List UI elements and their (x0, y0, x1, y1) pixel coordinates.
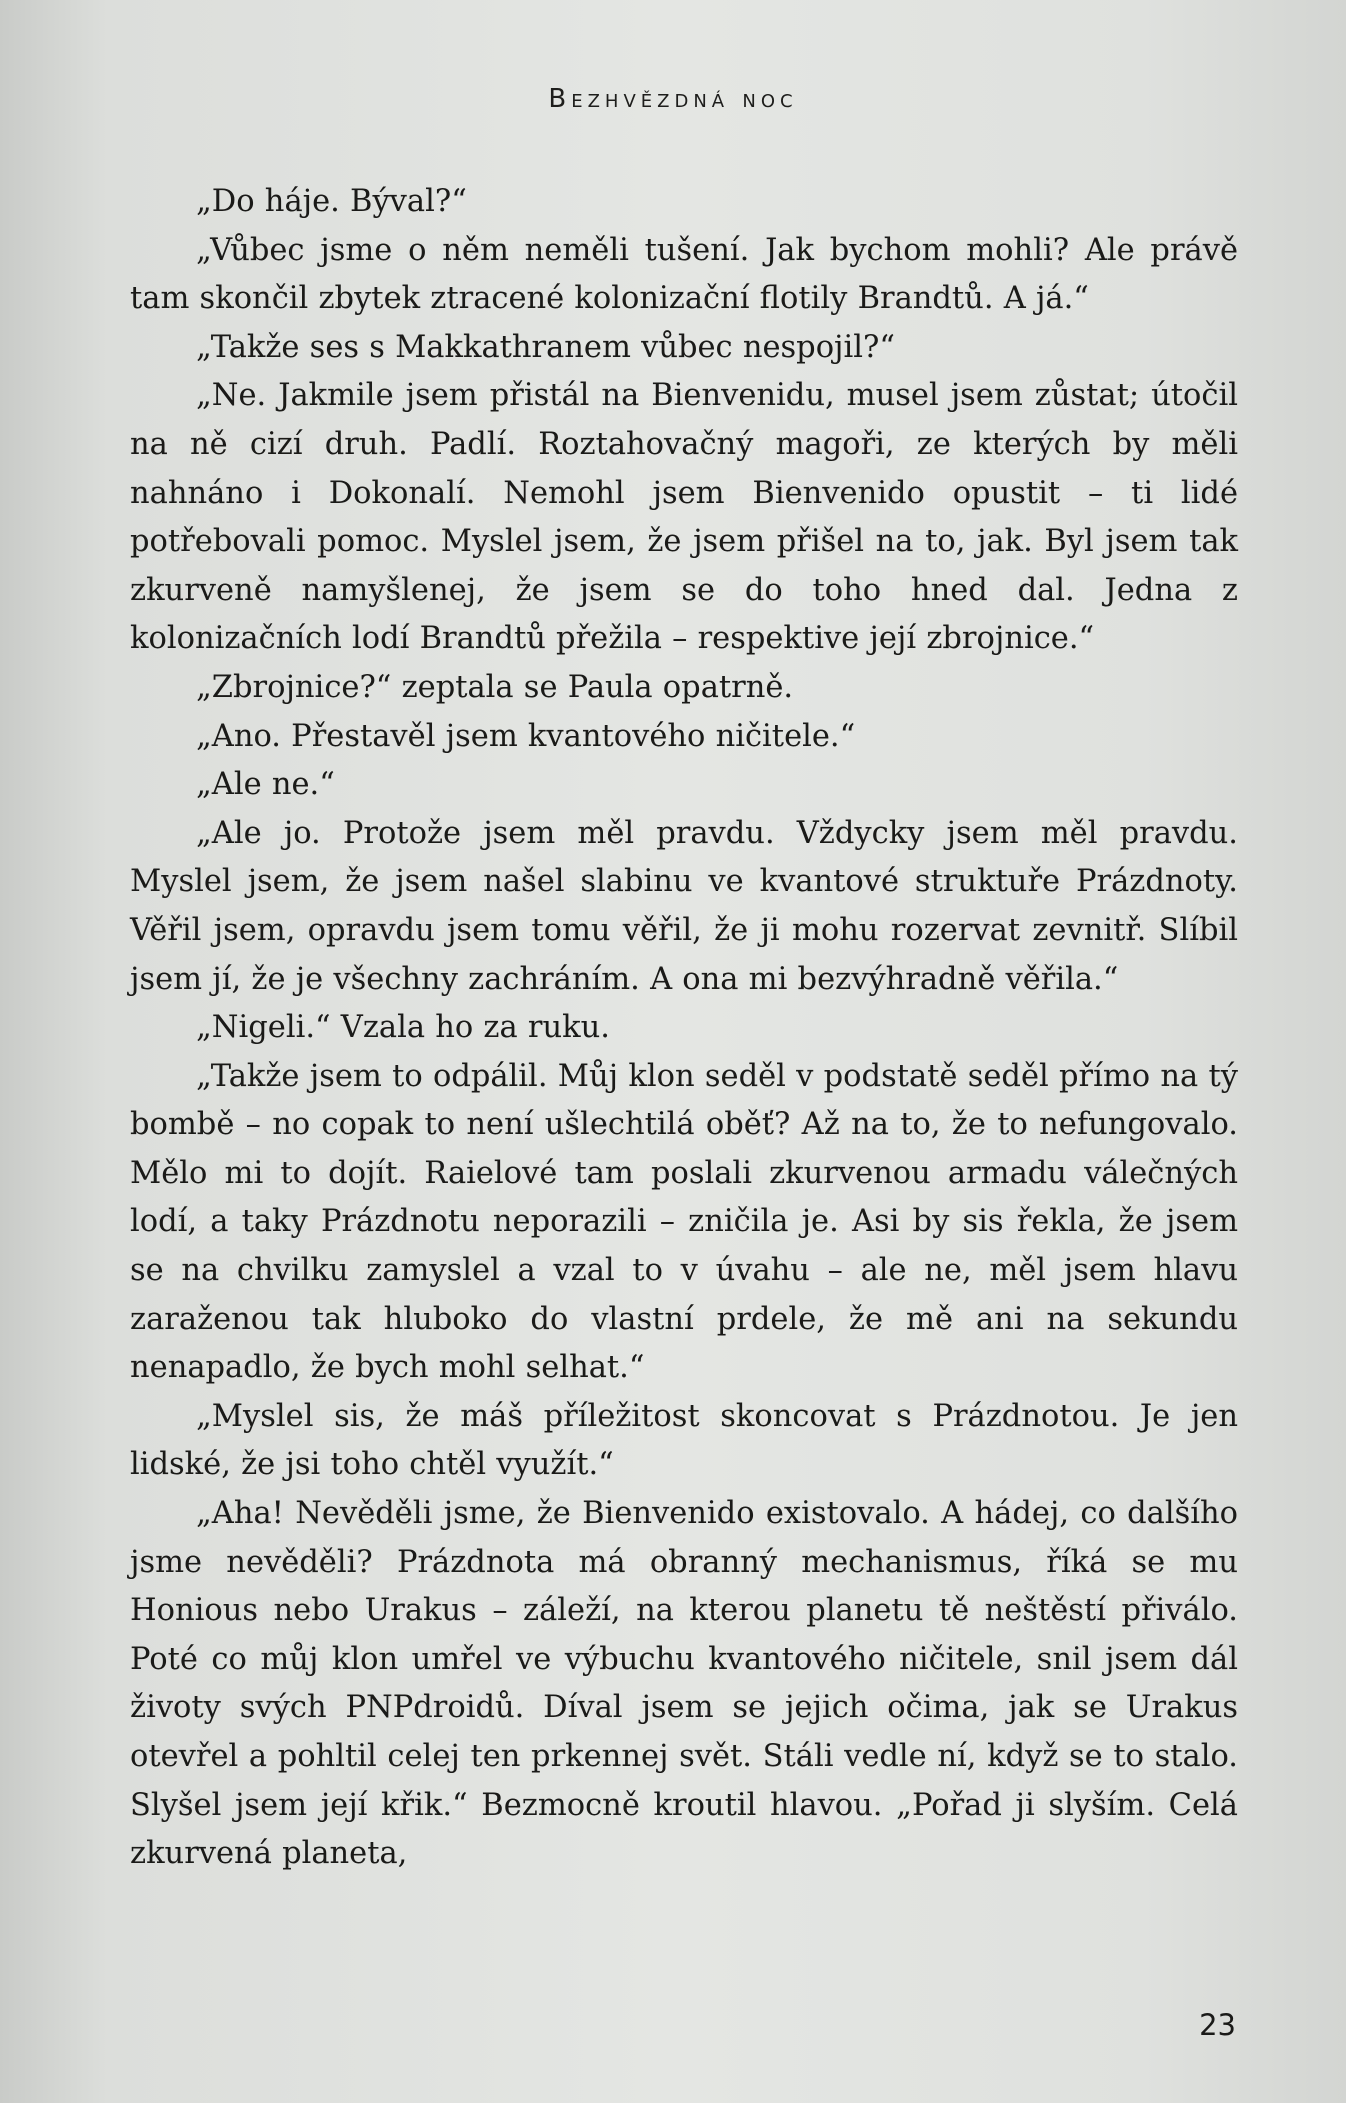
paragraph: „Aha! Nevěděli jsme, že Bienvenido existovalo. A hádej, co dalšího jsme nevěděli? Prázdnota má obranný mechanismus, říká se mu Honious nebo Urakus – záleží, na kterou planetu tě neštěstí přiválo. Poté co můj klon umřel ve výbuchu kvantového ničitele, snil jsem dál životy svých PNPdroidů. Díval jsem se jejich očima, jak se Urakus otevřel a pohltil celej ten prkennej svět. Stáli vedle ní, když se to stalo. Slyšel jsem její křik.“ Bezmocně kroutil hlavou. „Pořad ji slyším. Celá zkurvená planeta, (130, 1496, 1238, 1872)
page-number: 23 (1199, 2008, 1236, 2042)
paragraph: „Zbrojnice?“ zeptala se Paula opatrně. (196, 669, 794, 705)
paragraph: „Nigeli.“ Vzala ho za ruku. (196, 1010, 610, 1046)
paragraph: „Do háje. Býval?“ (196, 184, 467, 219)
paragraph: „Takže jsem to odpálil. Můj klon seděl v podstatě seděl přímo na tý bombě – no copak to není ušlechtilá oběť? Až na to, že to nefungovalo. Mělo mi to dojít. Raielové tam poslali zkurvenou armadu válečných lodí, a taky Prázdnotu neporazili – zničila je. Asi by sis řekla, že jsem se na chvilku zamyslel a vzal to v úvahu – ale ne, měl jsem hlavu zaraženou tak hluboko do vlastní prdele, že mě ani na sekundu nenapadlo, že bych mohl selhat.“ (130, 1058, 1238, 1386)
paragraph: „Takže ses s Makkathranem vůbec nespojil?“ (196, 329, 895, 365)
running-head-title: Bezhvězdná noc (548, 84, 798, 114)
paragraph: „Ale ne.“ (196, 767, 335, 803)
paragraph: „Ale jo. Protože jsem měl pravdu. Vždycky jsem měl pravdu. Myslel jsem, že jsem našel slabinu ve kvantové struktuře Prázdnoty. Věřil jsem, opravdu jsem tomu věřil, že ji mohu rozervat zevnitř. Slíbil jsem jí, že je všechny zachráním. A ona mi bezvýhradně věřila.“ (130, 815, 1238, 997)
body-text (130, 178, 1238, 1879)
paragraph: „Ano. Přestavěl jsem kvantového ničitele.“ (196, 718, 856, 754)
paragraph: „Vůbec jsme o něm neměli tušení. Jak bychom mohli? Ale právě tam skončil zbytek ztracené kolonizační flotily Brandtů. A já.“ (130, 232, 1238, 317)
paragraph: „Myslel sis, že máš příležitost skoncovat s Prázdnotou. Je jen lidské, že jsi toho chtěl využít.“ (130, 1398, 1238, 1483)
paragraph: „Ne. Jakmile jsem přistál na Bienvenidu, musel jsem zůstat; útočil na ně cizí druh. Padlí. Roztahovačný magoři, ze kterých by měli nahnáno i Dokonalí. Nemohl jsem Bienvenido opustit – ti lidé potřebovali pomoc. Myslel jsem, že jsem přišel na to, jak. Byl jsem tak zkurveně namyšlenej, že jsem se do toho hned dal. Jedna z kolonizačních lodí Brandtů přežila – respektive její zbrojnice.“ (130, 378, 1238, 657)
